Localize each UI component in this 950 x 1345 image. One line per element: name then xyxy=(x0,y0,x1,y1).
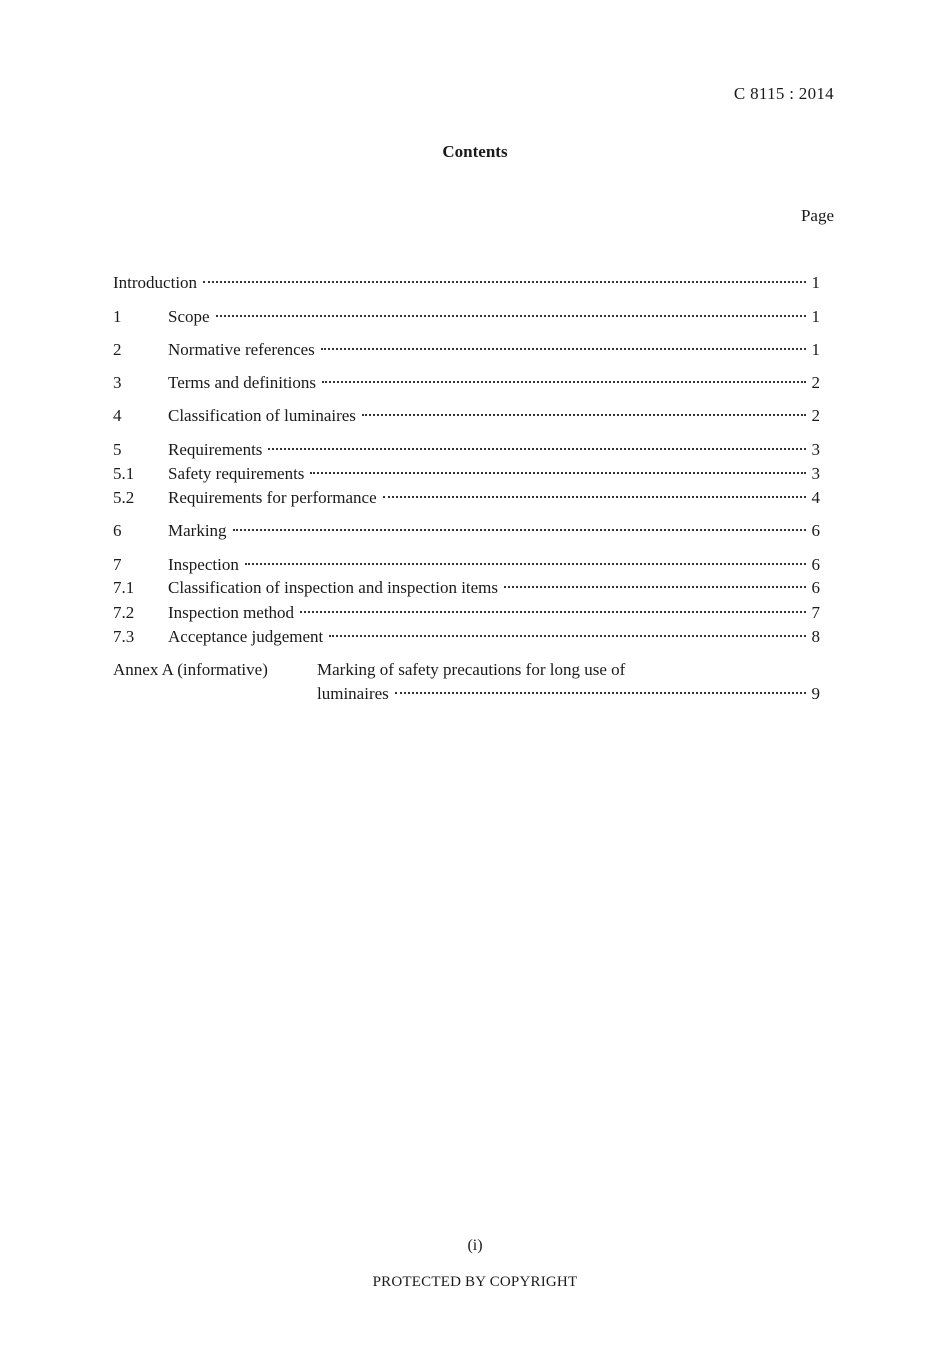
page-number: (i) xyxy=(467,1237,483,1254)
dot-leader xyxy=(362,414,806,416)
dot-leader xyxy=(329,635,806,637)
dot-leader xyxy=(268,448,806,450)
toc-entry-page: 2 xyxy=(811,373,820,392)
toc-entry-text: Terms and definitions xyxy=(168,373,317,392)
toc-entry-page: 6 xyxy=(811,578,820,597)
annex-title-line2-row xyxy=(317,682,820,706)
toc-entry-page: 6 xyxy=(811,555,820,574)
dot-leader xyxy=(321,348,806,350)
annex-title-line1: Marking of safety precautions for long use of xyxy=(317,660,626,679)
toc-entry-classification-of-inspection[interactable] xyxy=(113,577,820,599)
toc-entry-scope[interactable] xyxy=(113,306,820,328)
toc-entry-text: Introduction xyxy=(113,273,198,292)
toc-entry-number: 5.2 xyxy=(113,488,135,507)
toc-entry-page: 1 xyxy=(811,340,820,359)
toc-entry-number: 5.1 xyxy=(113,464,135,483)
toc-entry-text: Classification of inspection and inspection items xyxy=(168,578,499,597)
dot-leader xyxy=(203,281,806,283)
document-id: C 8115 : 2014 xyxy=(733,84,834,103)
toc-entry-page: 6 xyxy=(811,521,820,540)
dot-leader xyxy=(322,381,806,383)
toc-entry-text: Scope xyxy=(168,307,210,326)
toc-entry-number: 7.3 xyxy=(113,627,135,646)
toc-entry-page: 1 xyxy=(811,273,820,292)
toc-entry-text: Marking xyxy=(168,521,227,540)
dot-leader xyxy=(383,496,806,498)
copyright-notice: PROTECTED BY COPYRIGHT xyxy=(372,1274,578,1290)
toc-entry-page: 8 xyxy=(811,627,820,646)
toc-entry-text: Requirements for performance xyxy=(168,488,377,507)
annex-label: Annex A (informative) xyxy=(113,660,268,679)
toc-entry-page: 9 xyxy=(811,684,820,703)
toc-entry-text: Classification of luminaires xyxy=(168,406,356,425)
dot-leader xyxy=(395,692,806,694)
toc-entry-number: 4 xyxy=(113,406,122,425)
dot-leader xyxy=(310,472,806,474)
toc-entry-page: 3 xyxy=(811,440,820,459)
toc-entry-number: 6 xyxy=(113,521,122,540)
toc-entry-number: 1 xyxy=(113,307,122,326)
toc-entry-marking[interactable] xyxy=(113,520,820,542)
toc-entry-number: 5 xyxy=(113,440,122,459)
toc-entry-page: 7 xyxy=(811,603,820,622)
toc-entry-number: 7.2 xyxy=(113,603,135,622)
toc-entry-requirements[interactable] xyxy=(113,439,820,461)
toc-entry-safety-requirements[interactable] xyxy=(113,463,820,485)
toc-entry-page: 2 xyxy=(811,406,820,425)
toc-entry-text: Inspection method xyxy=(168,603,295,622)
dot-leader xyxy=(245,563,806,565)
toc-entry-inspection[interactable] xyxy=(113,554,820,576)
toc-entry-inspection-method[interactable] xyxy=(113,602,820,624)
toc-entry-text: Requirements xyxy=(168,440,263,459)
annex-title-line2: luminaires xyxy=(317,684,389,703)
toc-entry-classification-of-luminaires[interactable] xyxy=(113,405,820,427)
page-title: Contents xyxy=(442,142,508,161)
toc-entry-acceptance-judgement[interactable] xyxy=(113,626,820,648)
dot-leader xyxy=(216,315,806,317)
toc-entry-text: Inspection xyxy=(168,555,239,574)
toc-entry-number: 7.1 xyxy=(113,578,135,597)
toc-entry-number: 2 xyxy=(113,340,122,359)
dot-leader xyxy=(233,529,806,531)
toc-entry-normative-references[interactable] xyxy=(113,339,820,361)
page-column-label: Page xyxy=(800,206,834,225)
toc-entry-text: Safety requirements xyxy=(168,464,305,483)
dot-leader xyxy=(300,611,806,613)
toc-entry-introduction[interactable] xyxy=(113,272,820,294)
toc-entry-number: 3 xyxy=(113,373,122,392)
toc-entry-page: 4 xyxy=(811,488,820,507)
toc-entry-text: Acceptance judgement xyxy=(168,627,324,646)
toc-entry-terms-and-definitions[interactable] xyxy=(113,372,820,394)
toc-entry-text: Normative references xyxy=(168,340,315,359)
toc-entry-requirements-for-performance[interactable] xyxy=(113,487,820,509)
toc-entry-number: 7 xyxy=(113,555,122,574)
dot-leader xyxy=(504,586,806,588)
toc-entry-page: 3 xyxy=(811,464,820,483)
toc-entry-page: 1 xyxy=(811,307,820,326)
